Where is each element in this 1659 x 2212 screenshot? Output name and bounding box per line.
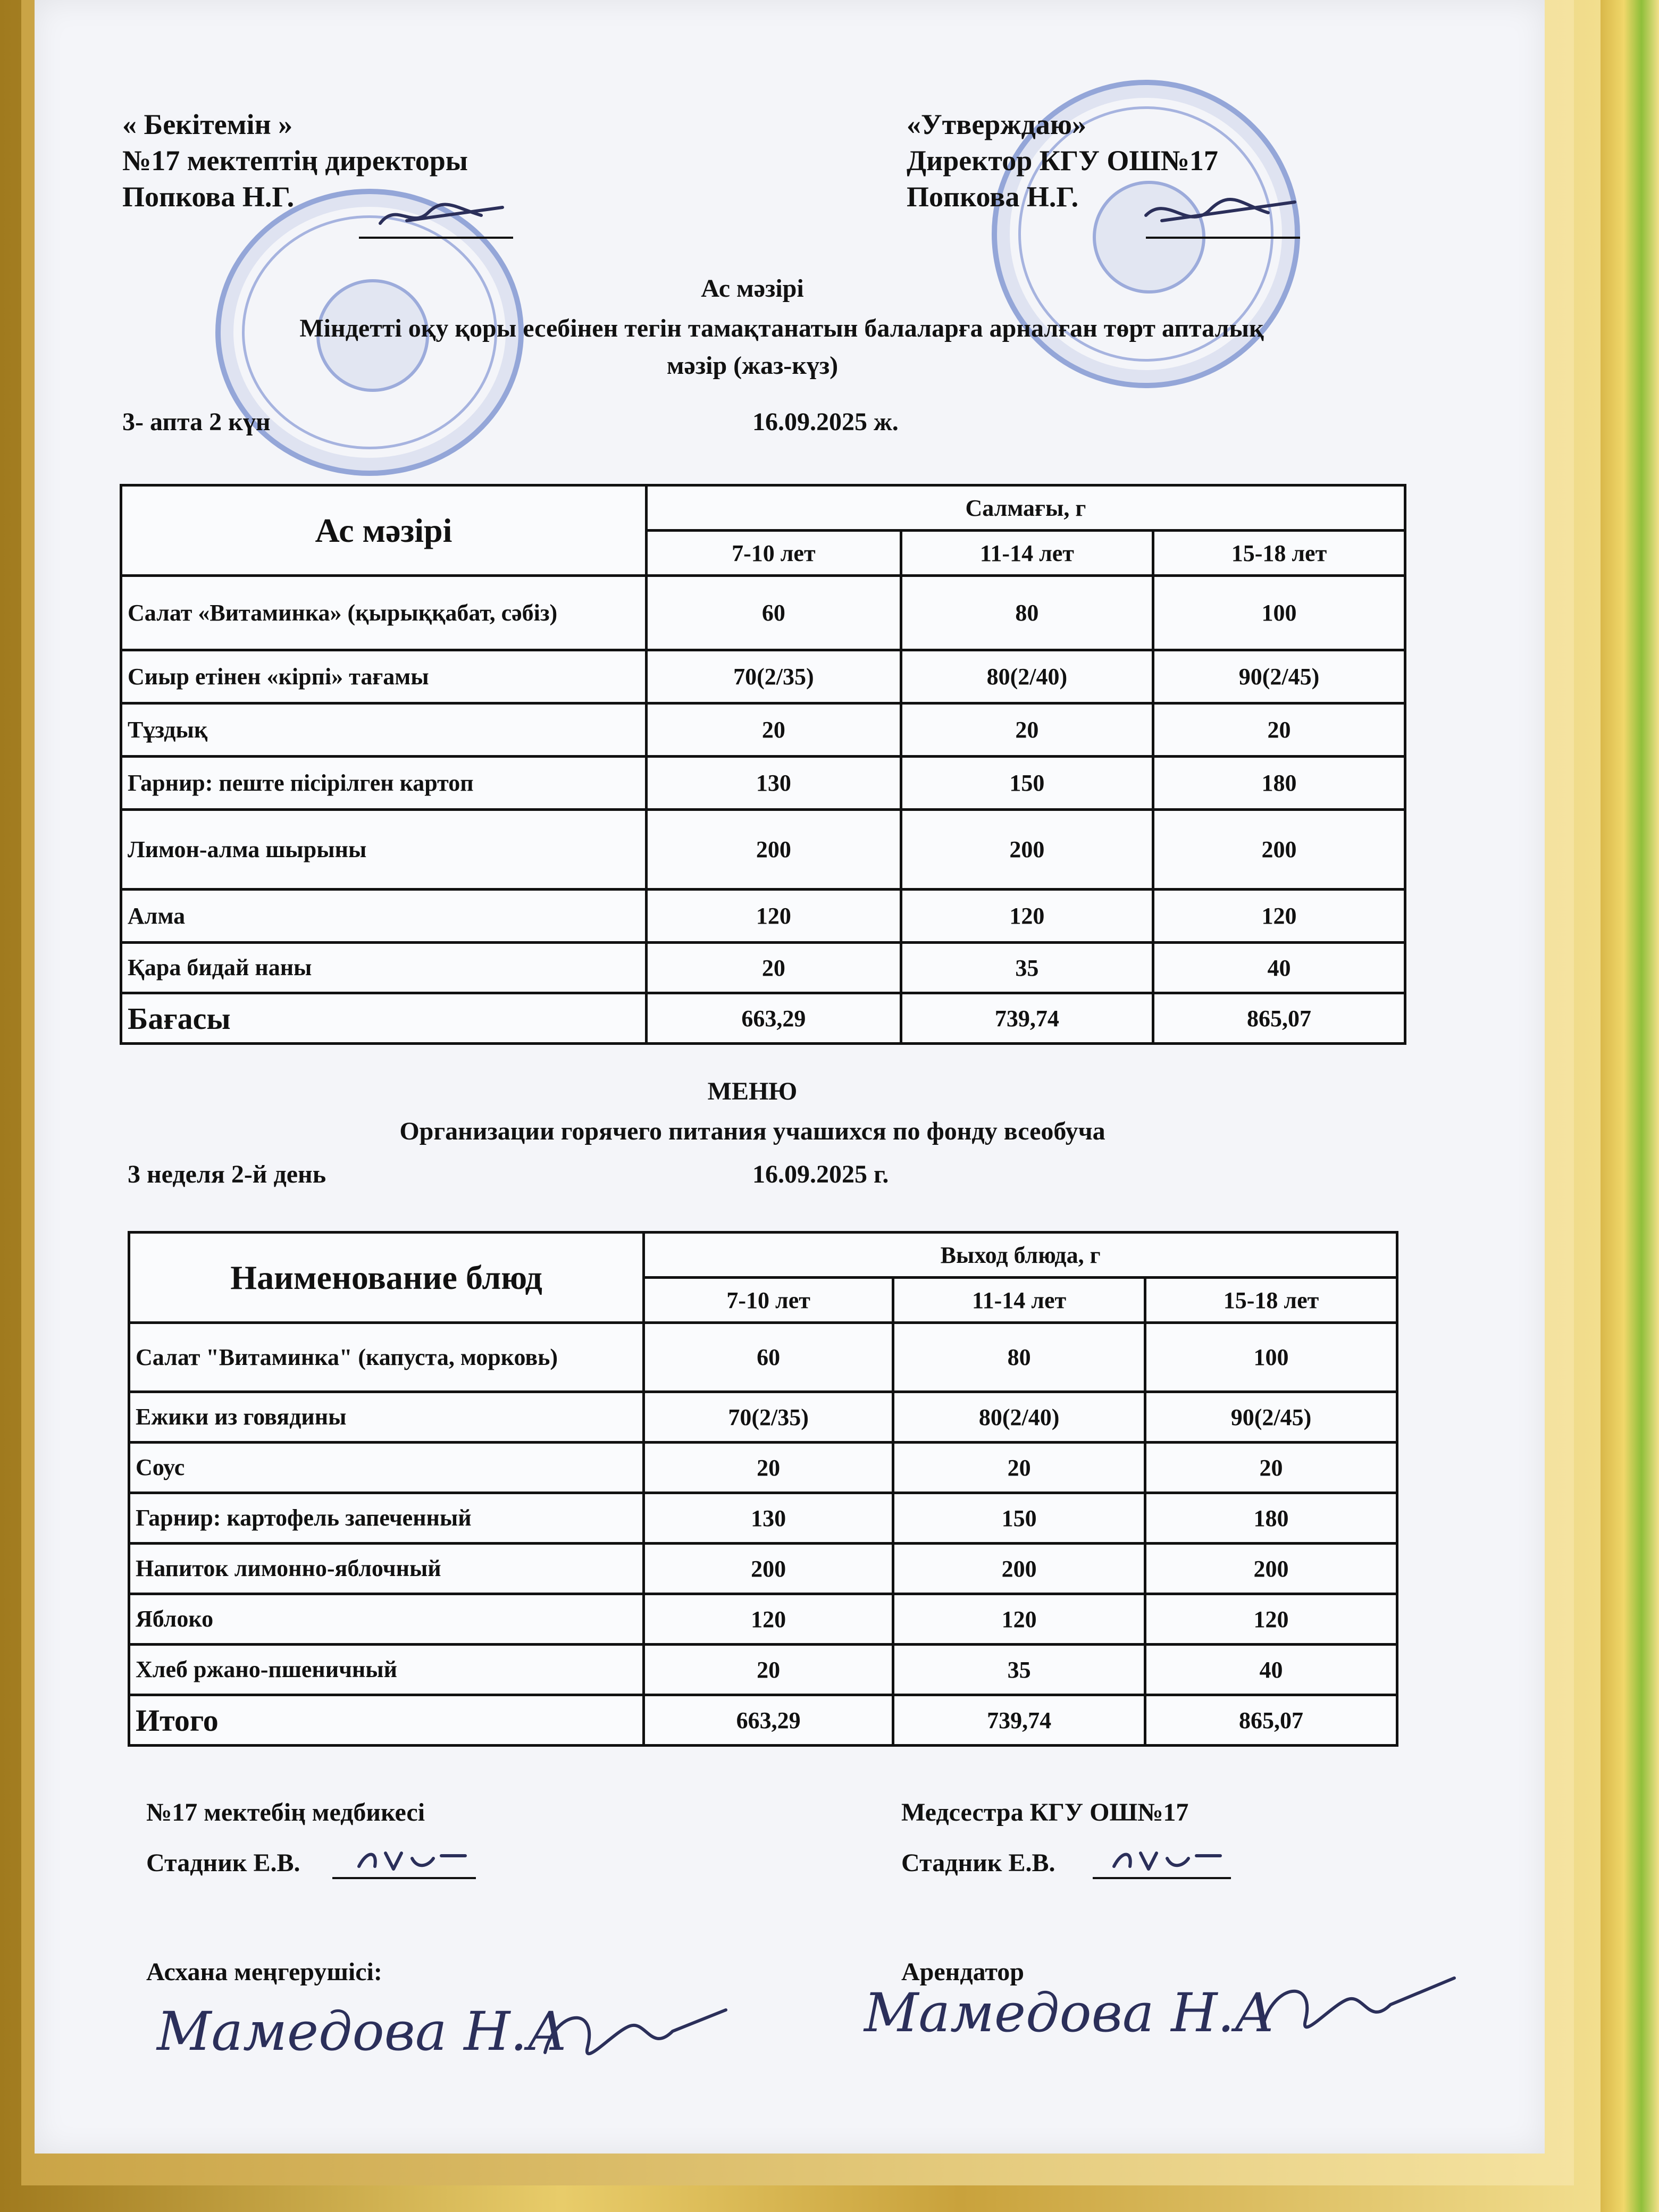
kz-date: 16.09.2025 ж. [752,408,899,436]
dish-name: Тұздық [121,703,647,757]
weight-cell: 60 [646,576,901,650]
weight-cell: 20 [1153,703,1405,757]
table-row [121,576,1405,650]
dish-name: Лимон-алма шырыны [121,810,647,890]
approval-kz-line3: Попкова Н.Г. [122,181,295,213]
ru-date: 16.09.2025 г. [752,1160,889,1188]
weight-cell: 120 [644,1594,893,1645]
dish-name: Сиыр етінен «кірпі» тағамы [121,650,647,703]
weight-cell: 40 [1153,943,1405,993]
weight-cell: 180 [1145,1493,1397,1544]
menu-sheet [35,0,1545,2154]
weight-cell: 20 [646,943,901,993]
ru-weight-header: Выход блюда, г [644,1233,1397,1278]
weight-cell: 100 [1153,576,1405,650]
weight-cell: 70(2/35) [644,1392,893,1443]
approval-ru-line3: Попкова Н.Г. [907,181,1079,213]
nurse-signature-kz [354,1837,471,1880]
dish-name: Алма [121,890,647,943]
table-row [121,810,1405,890]
weight-cell: 80(2/40) [901,650,1153,703]
ru-age-header: 7-10 лет [644,1278,893,1323]
weight-cell: 80 [901,576,1153,650]
total-row [121,993,1405,1044]
kz-week-day: 3- апта 2 күн [122,408,271,436]
weight-cell: 120 [901,890,1153,943]
handwritten-name-right: Мамедова Н.А [864,1982,1275,2044]
weight-cell: 200 [893,1544,1145,1594]
dish-name: Яблоко [129,1594,644,1645]
weight-cell: 80(2/40) [893,1392,1145,1443]
weight-cell: 200 [1153,810,1405,890]
table-row [121,890,1405,943]
weight-cell: 120 [646,890,901,943]
weight-cell: 120 [1153,890,1405,943]
weight-cell: 60 [644,1323,893,1392]
kz-age-header: 7-10 лет [646,531,901,576]
total-row [129,1695,1397,1746]
weight-cell: 100 [1145,1323,1397,1392]
background-wall [1601,0,1659,2212]
ru-age-header: 15-18 лет [1145,1278,1397,1323]
table-row [129,1493,1397,1544]
table-row [121,703,1405,757]
ru-week-day: 3 неделя 2-й день [128,1160,326,1188]
ru-col-name-header: Наименование блюд [129,1233,644,1323]
weight-cell: 180 [1153,757,1405,810]
weight-cell: 90(2/45) [1153,650,1405,703]
weight-cell: 200 [901,810,1153,890]
weight-cell: 40 [1145,1645,1397,1695]
table-row [129,1594,1397,1645]
dish-name: Гарнир: картофель запеченный [129,1493,644,1544]
dish-name: Гарнир: пеште пісірілген картоп [121,757,647,810]
weight-cell: 120 [1145,1594,1397,1645]
kz-menu-subtitle-2: мәзір (жаз-күз) [666,351,839,380]
table-row [129,1323,1397,1392]
kz-menu-title: Ас мәзірі [701,274,804,303]
handwritten-signature-left [152,1989,736,2079]
total-cell: 663,29 [646,993,901,1044]
weight-cell: 90(2/45) [1145,1392,1397,1443]
nurse-signature-ru [1109,1837,1226,1880]
weight-cell: 120 [893,1594,1145,1645]
approval-ru-line2: Директор КГУ ОШ№17 [907,145,1218,177]
director-signature-ru [1141,189,1300,237]
weight-cell: 150 [901,757,1153,810]
kz-age-header: 15-18 лет [1153,531,1405,576]
table-row [129,1544,1397,1594]
signature-line-ru [1146,237,1300,239]
dish-name: Соус [129,1443,644,1493]
nurse-kz-name: Стадник Е.В. [146,1849,300,1877]
table-row [121,757,1405,810]
table-row [129,1443,1397,1493]
total-label: Бағасы [121,993,647,1044]
kz-menu-subtitle-1: Міндетті оқу қоры есебінен тегін тамақтанатын балаларға арналған төрт апталық [299,314,1264,342]
tenant-ru-title: Арендатор [901,1958,1024,1986]
dish-name: Қара бидай наны [121,943,647,993]
weight-cell: 20 [901,703,1153,757]
dish-name: Ежики из говядины [129,1392,644,1443]
table-row [129,1392,1397,1443]
weight-cell: 35 [901,943,1153,993]
dish-name: Салат "Витаминка" (капуста, морковь) [129,1323,644,1392]
table-row [121,650,1405,703]
weight-cell: 130 [646,757,901,810]
weight-cell: 20 [1145,1443,1397,1493]
kz-weight-header: Салмағы, г [646,485,1405,531]
weight-cell: 200 [1145,1544,1397,1594]
approval-kz-line1: « Бекітемін » [122,108,293,140]
weight-cell: 20 [893,1443,1145,1493]
weight-cell: 80 [893,1323,1145,1392]
total-label: Итого [129,1695,644,1746]
ru-menu-title: МЕНЮ [707,1077,798,1105]
total-cell: 739,74 [893,1695,1145,1746]
weight-cell: 130 [644,1493,893,1544]
weight-cell: 70(2/35) [646,650,901,703]
weight-cell: 20 [646,703,901,757]
dish-name: Напиток лимонно-яблочный [129,1544,644,1594]
nurse-ru-title: Медсестра КГУ ОШ№17 [901,1798,1189,1826]
kz-age-header: 11-14 лет [901,531,1153,576]
table-row [129,1645,1397,1695]
total-cell: 739,74 [901,993,1153,1044]
weight-cell: 150 [893,1493,1145,1544]
weight-cell: 35 [893,1645,1145,1695]
approval-kz-line2: №17 мектептің директоры [122,145,468,177]
weight-cell: 20 [644,1443,893,1493]
ru-menu-table [128,1231,1398,1747]
ru-menu-subtitle: Организации горячего питания учашихся по фонду всеобуча [399,1117,1105,1145]
table-row [121,943,1405,993]
total-cell: 865,07 [1153,993,1405,1044]
nurse-ru-name: Стадник Е.В. [901,1849,1055,1877]
canteen-kz-title: Асхана меңгерушісі: [146,1958,382,1986]
dish-name: Хлеб ржано-пшеничный [129,1645,644,1695]
dish-name: Салат «Витаминка» (қырыққабат, сәбіз) [121,576,647,650]
weight-cell: 20 [644,1645,893,1695]
handwritten-name-left: Мамедова Н.А [157,2000,568,2063]
ru-age-header: 11-14 лет [893,1278,1145,1323]
total-cell: 865,07 [1145,1695,1397,1746]
kz-col-name-header: Ас мәзірі [121,485,647,576]
nurse-kz-title: №17 мектебің медбикесі [146,1798,425,1826]
total-cell: 663,29 [644,1695,893,1746]
weight-cell: 200 [644,1544,893,1594]
director-signature-kz [375,191,513,239]
handwritten-signature-right [859,1946,1470,2052]
weight-cell: 200 [646,810,901,890]
kz-menu-table [120,484,1406,1045]
approval-ru-line1: «Утверждаю» [907,108,1087,140]
